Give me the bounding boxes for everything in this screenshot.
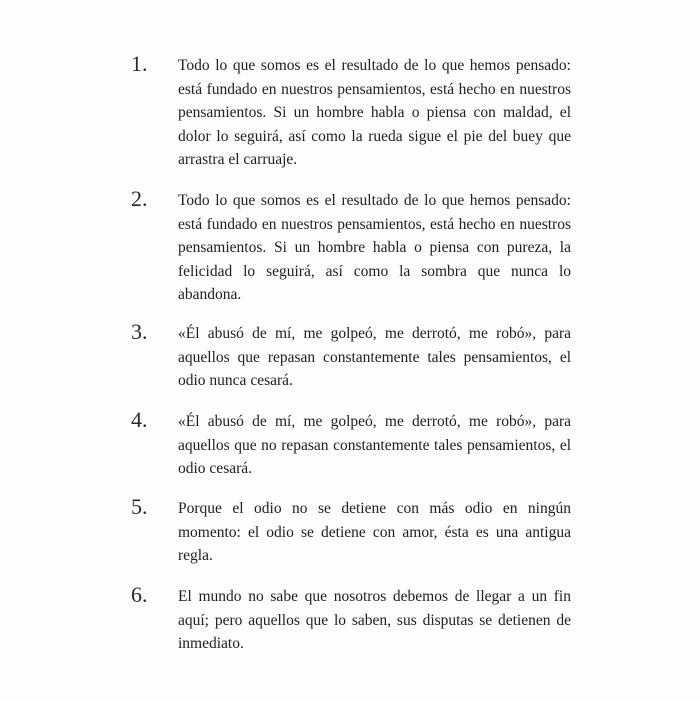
verse-number: 1.: [131, 51, 148, 76]
verse-text: Todo lo que somos es el resultado de lo que hemos pensado: está fundado en nuestros pensamientos, está hecho en nuestros pensamientos. Si un hombre habla o piensa con maldad, el dolor lo seguirá, así como la rueda sigue el pie del buey que arrastra el carruaje.: [178, 57, 571, 168]
verse-text: «Él abusó de mí, me golpeó, me derrotó, me robó», para aquellos que no repasan constantemente tales pensamientos, el odio cesará.: [178, 413, 571, 477]
verse-text: Todo lo que somos es el resultado de lo que hemos pensado: está fundado en nuestros pensamientos, está hecho en nuestros pensamientos. Si un hombre habla o piensa con pureza, la felicidad lo seguirá, así como la sombra que nunca lo abandona.: [178, 192, 571, 303]
verse-text: «Él abusó de mí, me golpeó, me derrotó, me robó», para aquellos que repasan constantemente tales pensamientos, el odio nunca cesará.: [178, 325, 571, 389]
verse-number: 6.: [131, 582, 148, 607]
verse-number: 3.: [131, 319, 148, 344]
verse-text: Porque el odio no se detiene con más odio en ningún momento: el odio se detiene con amor, ésta es una antigua regla.: [178, 500, 571, 564]
verse-number: 5.: [131, 494, 148, 519]
verse-text: El mundo no sabe que nosotros debemos de llegar a un fin aquí; pero aquellos que lo saben, sus disputas se detienen de inmediato.: [178, 588, 571, 652]
verse-number: 2.: [131, 186, 148, 211]
verse-number: 4.: [131, 407, 148, 432]
